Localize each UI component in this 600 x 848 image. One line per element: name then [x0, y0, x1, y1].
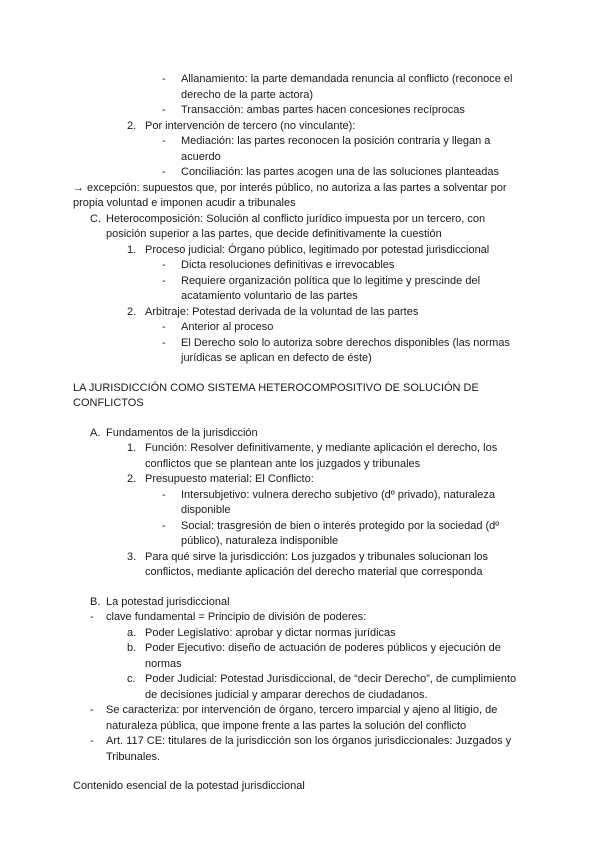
text-line: Mediación: las partes reconocen la posición contraria y llegan a — [181, 135, 491, 147]
document-page — [0, 72, 600, 795]
list-item — [0, 641, 600, 672]
list-item — [0, 610, 600, 626]
list-item — [0, 305, 600, 321]
section-a — [0, 426, 600, 442]
text-line: acatamiento voluntario de las partes — [181, 290, 358, 302]
text-line: disponible — [181, 504, 231, 516]
text-line: Poder Judicial: Potestad Jurisdiccional, de “decir Derecho”, de cumplimiento — [145, 673, 517, 685]
text-line: Heterocomposición: Solución al conflicto jurídico impuesta por un tercero, con — [106, 212, 486, 225]
list-item — [0, 134, 600, 165]
text-line: Requiere organización política que lo legitime y prescinde del — [181, 274, 481, 287]
text-line: Poder Legislativo: aprobar y dictar normas jurídicas — [145, 626, 396, 639]
subsection-title — [0, 779, 600, 795]
list-item — [0, 441, 600, 472]
text-line: → excepción: supuestos que, por interés público, no autoriza a las partes a solventar por — [73, 181, 507, 194]
list-item — [0, 258, 600, 274]
letter-marker: A. — [90, 426, 101, 439]
text-line: Poder Ejecutivo: diseño de actuación de poderes públicos y ejecución de — [145, 642, 501, 654]
number-marker: 2. — [127, 119, 137, 132]
number-marker: 2. — [127, 305, 137, 318]
text-line: naturaleza pública, que impone frente a las partes la solución del conflicto — [106, 719, 467, 732]
text-line: Para qué sirve la jurisdicción: Los juzgados y tribunales solucionan los — [145, 550, 489, 563]
dash-marker: - — [162, 519, 166, 532]
text-line: Arbitraje: Potestad derivada de la voluntad de las partes — [145, 305, 419, 318]
text-line: público), naturaleza indisponible — [181, 535, 339, 547]
letter-marker: b. — [127, 642, 137, 654]
text-line: Dicta resoluciones definitivas e irrevocables — [181, 259, 395, 271]
heading-line: LA JURISDICCIÓN COMO SISTEMA HETEROCOMPOSITIVO DE SOLUCIÓN DE — [73, 381, 479, 394]
dash-marker: - — [162, 104, 166, 116]
text-line: La potestad jurisdiccional — [106, 595, 230, 608]
text-line: El Derecho solo lo autoriza sobre derechos disponibles (las normas — [181, 336, 510, 349]
dash-marker: - — [162, 488, 166, 501]
dash-marker: - — [90, 704, 94, 716]
text-line: Presupuesto material: El Conflicto: — [145, 473, 314, 485]
list-item — [0, 472, 600, 488]
text-line: Intersubjetivo: vulnera derecho subjetivo (dº privado), naturaleza — [181, 488, 496, 501]
exception-note — [0, 181, 600, 212]
dash-marker: - — [90, 611, 94, 623]
text-line: Por intervención de tercero (no vinculante): — [145, 119, 356, 132]
list-item — [0, 488, 600, 519]
list-item — [0, 165, 600, 181]
dash-marker: - — [162, 259, 166, 271]
list-item — [0, 550, 600, 581]
number-marker: 2. — [127, 473, 137, 485]
list-item — [0, 119, 600, 135]
text-line: conflictos que se plantean ante los juzgados y tribunales — [145, 457, 421, 470]
letter-marker: c. — [127, 673, 136, 685]
dash-marker: - — [162, 336, 166, 349]
dash-marker: - — [162, 321, 166, 333]
text-line: posición superior a las partes, que decide definitivamente la cuestión — [106, 228, 442, 240]
dash-marker: - — [90, 735, 94, 747]
list-item — [0, 72, 600, 103]
dash-marker: - — [162, 166, 166, 178]
list-item — [0, 626, 600, 642]
list-item — [0, 320, 600, 336]
text-line: clave fundamental = Principio de división de poderes: — [106, 611, 367, 623]
list-item — [0, 734, 600, 765]
list-item — [0, 703, 600, 734]
dash-marker: - — [162, 274, 166, 287]
text-line: Art. 117 CE: titulares de la jurisdicción son los órganos jurisdiccionales: Juzgados y — [106, 735, 512, 747]
heading-line: CONFLICTOS — [73, 397, 144, 409]
letter-marker: B. — [90, 595, 101, 608]
number-marker: 1. — [127, 243, 137, 256]
list-item — [0, 274, 600, 305]
dash-marker: - — [162, 135, 166, 147]
list-item — [0, 336, 600, 367]
list-item — [0, 243, 600, 259]
section-b — [0, 595, 600, 611]
list-item — [0, 672, 600, 703]
text-line: Conciliación: las partes acogen una de las soluciones planteadas — [181, 166, 499, 178]
text-line: Se caracteriza: por intervención de órgano, tercero imparcial y ajeno al litigio, de — [106, 704, 498, 716]
text-line: Contenido esencial de la potestad jurisdiccional — [73, 780, 305, 792]
list-item — [0, 103, 600, 119]
text-line: Social: trasgresión de bien o interés protegido por la sociedad (dº — [181, 519, 500, 532]
text-line: derecho de la parte actora) — [181, 88, 314, 101]
text-line: Función: Resolver definitivamente, y mediante aplicación el derecho, los — [145, 442, 498, 454]
dash-marker: - — [162, 73, 166, 85]
text-line: Allanamiento: la parte demandada renuncia al conflicto (reconoce el — [181, 73, 513, 85]
list-item — [0, 519, 600, 550]
text-line: Proceso judicial: Órgano público, legitimado por potestad jurisdiccional — [145, 243, 490, 256]
text-line: de decisiones judicial y amparar derechos de ciudadanos. — [145, 688, 428, 701]
text-line: propia voluntad e imponen acudir a tribunales — [73, 197, 296, 209]
section-heading — [0, 381, 600, 412]
text-line: Fundamentos de la jurisdicción — [106, 426, 258, 439]
number-marker: 3. — [127, 550, 137, 563]
text-line: Anterior al proceso — [181, 321, 274, 333]
text-line: Tribunales. — [106, 750, 161, 763]
text-line: conflictos, mediante aplicación del derecho material que corresponda — [145, 566, 483, 578]
text-line: jurídicas se aplican en defecto de éste) — [181, 352, 372, 364]
letter-marker: a. — [127, 626, 137, 639]
letter-marker: C. — [90, 212, 101, 225]
text-line: Transacción: ambas partes hacen concesiones recíprocas — [181, 104, 465, 116]
section-c — [0, 212, 600, 243]
number-marker: 1. — [127, 442, 137, 454]
text-line: normas — [145, 657, 182, 670]
text-line: acuerdo — [181, 150, 221, 163]
